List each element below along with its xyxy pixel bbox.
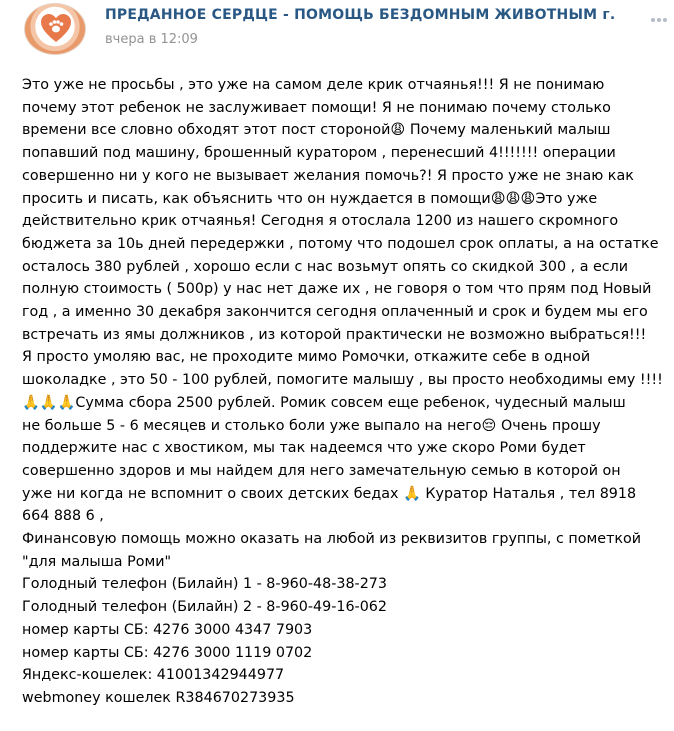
post-line: webmoney кошелек R384670273935 xyxy=(22,689,295,706)
post-line: совершенно здоров и мы найдем для него замечательную семью в которой он xyxy=(22,462,621,479)
post-line: номер карты СБ: 4276 3000 1119 0702 xyxy=(22,644,313,661)
post-line: просить и писать, как объяснить что он нуждается в помощи😩😩😩Это уже xyxy=(22,190,598,207)
post-line: бюджета за 10ь дней передержки , потому что подошел срок оплаты, а на остатке xyxy=(22,235,659,252)
post-line: Голодный телефон (Билайн) 2 - 8-960-49-16-062 xyxy=(22,599,388,616)
post-line: попавший под машину, брошенный куратором , перенесший 4!!!!!!! операции xyxy=(22,145,616,162)
post-line: Голодный телефон (Билайн) 1 - 8-960-48-38-273 xyxy=(22,576,388,593)
more-options-button[interactable] xyxy=(651,14,667,24)
post-author[interactable]: ПРЕДАННОЕ СЕРДЦЕ - ПОМОЩЬ БЕЗДОМНЫМ ЖИВОТНЫМ г. xyxy=(105,7,616,23)
post-line: Это уже не просьбы , это уже на самом деле крик отчаянья!!! Я не понимаю xyxy=(22,77,605,93)
ellipsis-icon xyxy=(663,18,667,22)
post-line: "для малыша Роми" xyxy=(22,553,172,570)
post-line: Яндекс-кошелек: 41001342944977 xyxy=(22,667,285,684)
post-header xyxy=(0,0,674,62)
ellipsis-icon xyxy=(657,18,661,22)
post-line: 664 888 6 , xyxy=(22,508,104,525)
post-line: полную стоимость ( 500р) у нас нет даже их , не говоря о том что прям под Новый xyxy=(22,281,652,298)
post-line: 🙏🙏🙏Сумма сбора 2500 рублей. Ромик совсем еще ребенок, чудесный малыш xyxy=(22,394,626,411)
post-line: год , а именно 30 декабря закончится сегодня оплаченный и срок и будем мы его xyxy=(22,304,648,321)
post-line: поддержите нас с хвостиком, мы так надеемся что уже скоро Роми будет xyxy=(22,440,586,457)
post-line: Финансовую помощь можно оказать на любой из реквизитов группы, с пометкой xyxy=(22,531,642,548)
ellipsis-icon xyxy=(651,18,655,22)
post-text xyxy=(22,74,667,710)
post-line: шоколадке , это 50 - 100 рублей, помогите малышу , вы просто необходимы ему !!!! xyxy=(22,372,663,389)
post-line: встречать из ямы должников , из которой практически не возможно выбраться!!! xyxy=(22,326,647,343)
heart-paw-logo-icon xyxy=(40,14,72,44)
post-line: действительно крик отчаянья! Сегодня я отослала 1200 из нашего скромного xyxy=(22,213,619,230)
group-avatar[interactable] xyxy=(24,3,86,55)
post-line: совершенно ни у кого не вызывает желания помочь?! Я просто уже не знаю как xyxy=(22,167,634,184)
post-line: не больше 5 - 6 месяцев и столько боли уже выпало на него😔 Очень прошу xyxy=(22,417,601,434)
post-line: почему этот ребенок не заслуживает помощи! Я не понимаю почему столько xyxy=(22,99,611,116)
post-line: осталось 380 рублей , хорошо если с нас возьмут опять со скидкой 300 , а если xyxy=(22,258,629,275)
post-line: номер карты СБ: 4276 3000 4347 7903 xyxy=(22,621,313,638)
post-line: уже ни когда не вспомнит о своих детских бедах 🙏 Куратор Наталья , тел 8918 xyxy=(22,485,637,502)
post-line: Я просто умоляю вас, не проходите мимо Ромочки, откажите себе в одной xyxy=(22,349,591,366)
post-line: времени все словно обходят этот пост стороной😩 Почему маленький малыш xyxy=(22,122,611,139)
post-time[interactable]: вчера в 12:09 xyxy=(105,32,198,47)
